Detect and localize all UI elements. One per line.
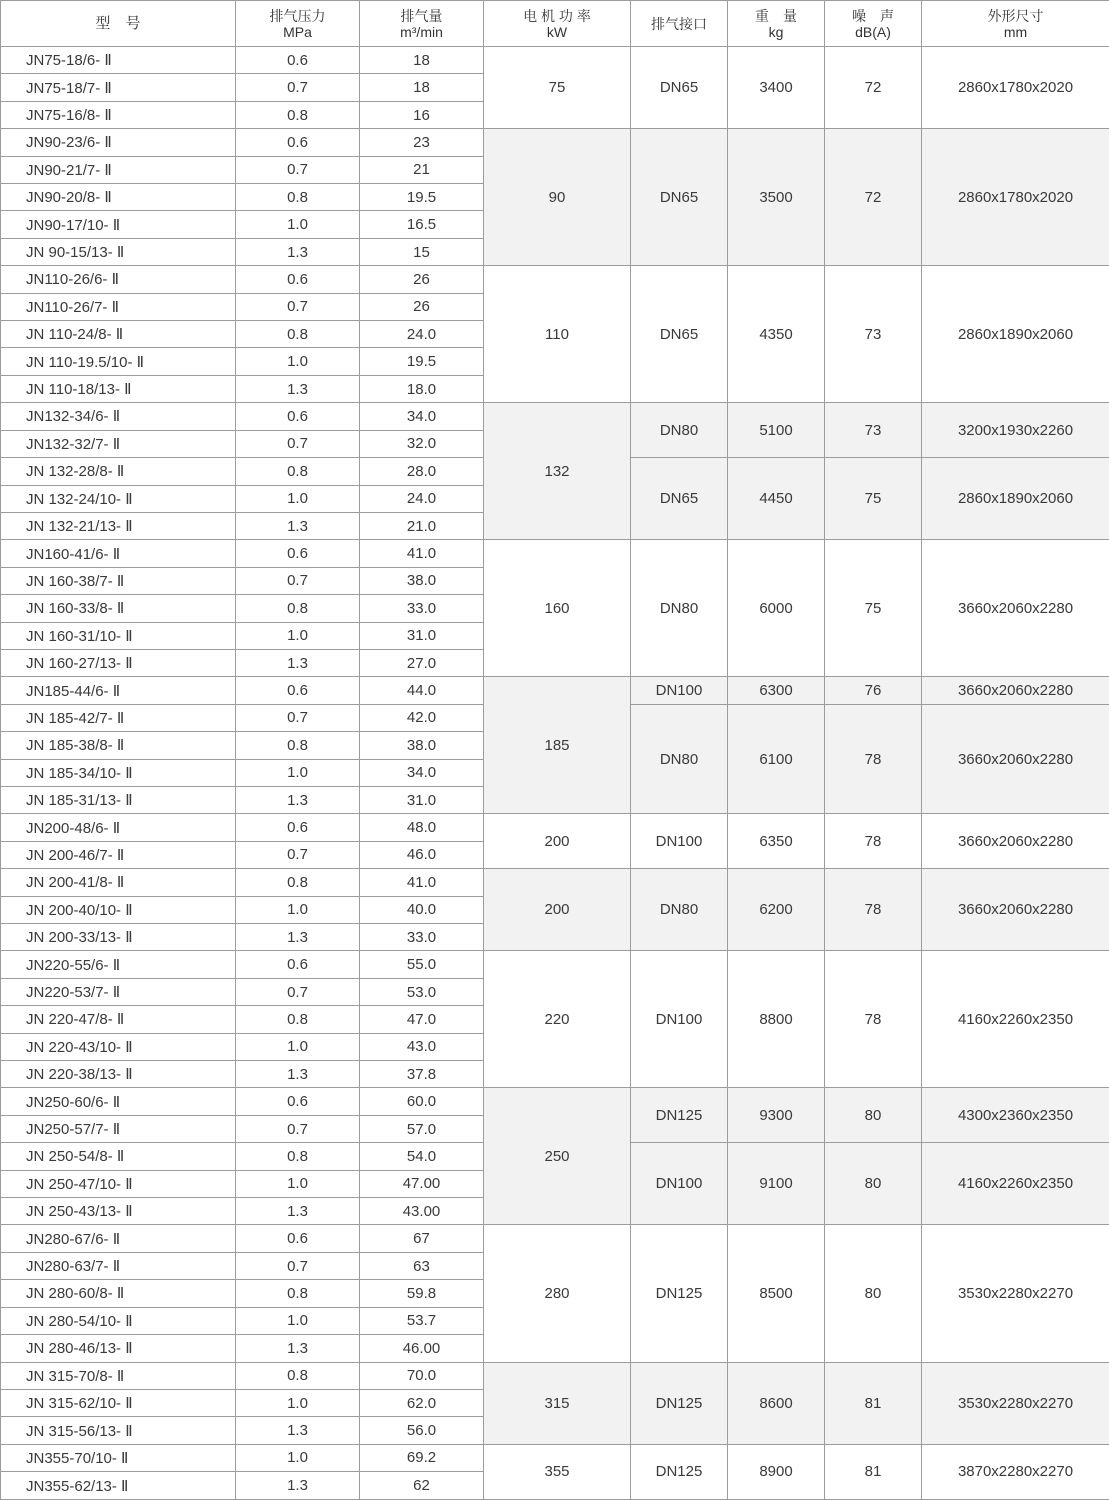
model-cell: JN 220-38/13- Ⅱ [1, 1061, 236, 1088]
flow-cell: 18 [360, 47, 484, 74]
table-row [1, 677, 1109, 704]
table-row [1, 1444, 1109, 1471]
model-cell: JN 200-41/8- Ⅱ [1, 869, 236, 896]
dimensions-cell: 3660x2060x2280 [922, 540, 1109, 677]
model-cell: JN 200-33/13- Ⅱ [1, 924, 236, 951]
outlet-cell: DN80 [631, 869, 728, 951]
pressure-cell: 1.0 [236, 1389, 360, 1416]
pressure-cell: 1.0 [236, 622, 360, 649]
flow-cell: 41.0 [360, 869, 484, 896]
noise-cell: 75 [825, 458, 922, 540]
table-row [1, 540, 1109, 567]
power-cell: 160 [484, 540, 631, 677]
header-pressure: 排气压力 MPa [236, 1, 360, 47]
model-cell: JN132-34/6- Ⅱ [1, 403, 236, 430]
table-row [1, 266, 1109, 293]
weight-cell: 8800 [728, 951, 825, 1088]
model-cell: JN 315-56/13- Ⅱ [1, 1417, 236, 1444]
flow-cell: 28.0 [360, 458, 484, 485]
dimensions-cell: 3660x2060x2280 [922, 869, 1109, 951]
model-cell: JN 132-21/13- Ⅱ [1, 512, 236, 539]
pressure-cell: 0.7 [236, 430, 360, 457]
model-cell: JN 220-43/10- Ⅱ [1, 1033, 236, 1060]
flow-cell: 47.00 [360, 1170, 484, 1197]
flow-cell: 23 [360, 129, 484, 156]
flow-cell: 41.0 [360, 540, 484, 567]
header-model: 型 号 [1, 1, 236, 47]
noise-cell: 73 [825, 266, 922, 403]
weight-cell: 4450 [728, 458, 825, 540]
flow-cell: 46.00 [360, 1335, 484, 1362]
pressure-cell: 0.8 [236, 184, 360, 211]
flow-cell: 43.00 [360, 1198, 484, 1225]
dimensions-cell: 4300x2360x2350 [922, 1088, 1109, 1143]
outlet-cell: DN125 [631, 1362, 728, 1444]
flow-cell: 69.2 [360, 1444, 484, 1471]
flow-cell: 63 [360, 1252, 484, 1279]
model-cell: JN160-41/6- Ⅱ [1, 540, 236, 567]
flow-cell: 15 [360, 238, 484, 265]
model-cell: JN280-67/6- Ⅱ [1, 1225, 236, 1252]
power-cell: 200 [484, 814, 631, 869]
pressure-cell: 1.0 [236, 485, 360, 512]
outlet-cell: DN65 [631, 458, 728, 540]
pressure-cell: 1.3 [236, 649, 360, 676]
pressure-cell: 0.8 [236, 458, 360, 485]
model-cell: JN 132-24/10- Ⅱ [1, 485, 236, 512]
flow-cell: 18 [360, 74, 484, 101]
flow-cell: 57.0 [360, 1115, 484, 1142]
power-cell: 185 [484, 677, 631, 814]
table-body [1, 47, 1109, 1500]
pressure-cell: 1.0 [236, 211, 360, 238]
pressure-cell: 0.7 [236, 156, 360, 183]
flow-cell: 26 [360, 293, 484, 320]
table-row [1, 951, 1109, 978]
pressure-cell: 1.0 [236, 1444, 360, 1471]
model-cell: JN110-26/7- Ⅱ [1, 293, 236, 320]
model-cell: JN 160-31/10- Ⅱ [1, 622, 236, 649]
flow-cell: 48.0 [360, 814, 484, 841]
header-flow: 排气量 m³/min [360, 1, 484, 47]
outlet-cell: DN100 [631, 951, 728, 1088]
flow-cell: 21 [360, 156, 484, 183]
pressure-cell: 0.6 [236, 951, 360, 978]
pressure-cell: 0.6 [236, 814, 360, 841]
weight-cell: 8900 [728, 1444, 825, 1499]
weight-cell: 9100 [728, 1143, 825, 1225]
power-cell: 90 [484, 129, 631, 266]
pressure-cell: 0.8 [236, 732, 360, 759]
flow-cell: 38.0 [360, 567, 484, 594]
header-outlet: 排气接口 [631, 1, 728, 47]
dimensions-cell: 2860x1890x2060 [922, 458, 1109, 540]
noise-cell: 72 [825, 47, 922, 129]
outlet-cell: DN80 [631, 403, 728, 458]
outlet-cell: DN65 [631, 266, 728, 403]
model-cell: JN 110-24/8- Ⅱ [1, 321, 236, 348]
outlet-cell: DN80 [631, 704, 728, 814]
flow-cell: 32.0 [360, 430, 484, 457]
flow-cell: 40.0 [360, 896, 484, 923]
model-cell: JN 250-47/10- Ⅱ [1, 1170, 236, 1197]
noise-cell: 76 [825, 677, 922, 704]
flow-cell: 62 [360, 1472, 484, 1500]
pressure-cell: 0.8 [236, 869, 360, 896]
model-cell: JN355-62/13- Ⅱ [1, 1472, 236, 1500]
flow-cell: 19.5 [360, 184, 484, 211]
model-cell: JN 280-60/8- Ⅱ [1, 1280, 236, 1307]
flow-cell: 16 [360, 101, 484, 128]
dimensions-cell: 2860x1890x2060 [922, 266, 1109, 403]
table-row [1, 1362, 1109, 1389]
model-cell: JN 250-54/8- Ⅱ [1, 1143, 236, 1170]
dimensions-cell: 3200x1930x2260 [922, 403, 1109, 458]
dimensions-cell: 3870x2280x2270 [922, 1444, 1109, 1499]
pressure-cell: 0.6 [236, 677, 360, 704]
flow-cell: 43.0 [360, 1033, 484, 1060]
weight-cell: 6300 [728, 677, 825, 704]
noise-cell: 78 [825, 704, 922, 814]
pressure-cell: 1.3 [236, 1198, 360, 1225]
model-cell: JN250-57/7- Ⅱ [1, 1115, 236, 1142]
model-cell: JN 185-42/7- Ⅱ [1, 704, 236, 731]
pressure-cell: 0.8 [236, 595, 360, 622]
pressure-cell: 0.7 [236, 1252, 360, 1279]
pressure-cell: 0.6 [236, 129, 360, 156]
table-row [1, 869, 1109, 896]
model-cell: JN355-70/10- Ⅱ [1, 1444, 236, 1471]
model-cell: JN 200-40/10- Ⅱ [1, 896, 236, 923]
flow-cell: 67 [360, 1225, 484, 1252]
model-cell: JN 220-47/8- Ⅱ [1, 1006, 236, 1033]
dimensions-cell: 3530x2280x2270 [922, 1225, 1109, 1362]
pressure-cell: 1.3 [236, 512, 360, 539]
model-cell: JN250-60/6- Ⅱ [1, 1088, 236, 1115]
pressure-cell: 1.0 [236, 348, 360, 375]
noise-cell: 80 [825, 1225, 922, 1362]
weight-cell: 6350 [728, 814, 825, 869]
weight-cell: 3500 [728, 129, 825, 266]
flow-cell: 59.8 [360, 1280, 484, 1307]
outlet-cell: DN125 [631, 1444, 728, 1499]
noise-cell: 73 [825, 403, 922, 458]
dimensions-cell: 3660x2060x2280 [922, 704, 1109, 814]
dimensions-cell: 3660x2060x2280 [922, 814, 1109, 869]
flow-cell: 38.0 [360, 732, 484, 759]
weight-cell: 5100 [728, 403, 825, 458]
model-cell: JN 160-38/7- Ⅱ [1, 567, 236, 594]
power-cell: 110 [484, 266, 631, 403]
model-cell: JN 110-19.5/10- Ⅱ [1, 348, 236, 375]
flow-cell: 34.0 [360, 403, 484, 430]
pressure-cell: 0.7 [236, 704, 360, 731]
pressure-cell: 1.0 [236, 1307, 360, 1334]
outlet-cell: DN125 [631, 1225, 728, 1362]
flow-cell: 37.8 [360, 1061, 484, 1088]
pressure-cell: 0.7 [236, 293, 360, 320]
model-cell: JN75-16/8- Ⅱ [1, 101, 236, 128]
pressure-cell: 0.6 [236, 47, 360, 74]
model-cell: JN90-17/10- Ⅱ [1, 211, 236, 238]
weight-cell: 3400 [728, 47, 825, 129]
dimensions-cell: 3530x2280x2270 [922, 1362, 1109, 1444]
flow-cell: 31.0 [360, 622, 484, 649]
model-cell: JN 160-27/13- Ⅱ [1, 649, 236, 676]
pressure-cell: 0.7 [236, 1115, 360, 1142]
pressure-cell: 0.8 [236, 1143, 360, 1170]
model-cell: JN 185-31/13- Ⅱ [1, 786, 236, 813]
model-cell: JN 185-38/8- Ⅱ [1, 732, 236, 759]
noise-cell: 78 [825, 951, 922, 1088]
pressure-cell: 1.3 [236, 238, 360, 265]
model-cell: JN 185-34/10- Ⅱ [1, 759, 236, 786]
model-cell: JN200-48/6- Ⅱ [1, 814, 236, 841]
pressure-cell: 1.3 [236, 786, 360, 813]
flow-cell: 53.7 [360, 1307, 484, 1334]
dimensions-cell: 2860x1780x2020 [922, 129, 1109, 266]
power-cell: 280 [484, 1225, 631, 1362]
header-dimensions: 外形尺寸 mm [922, 1, 1109, 47]
header-row [1, 1, 1109, 47]
weight-cell: 4350 [728, 266, 825, 403]
model-cell: JN 90-15/13- Ⅱ [1, 238, 236, 265]
table-row [1, 814, 1109, 841]
pressure-cell: 0.7 [236, 74, 360, 101]
flow-cell: 47.0 [360, 1006, 484, 1033]
header-noise: 噪 声 dB(A) [825, 1, 922, 47]
table-row [1, 129, 1109, 156]
model-cell: JN220-55/6- Ⅱ [1, 951, 236, 978]
pressure-cell: 1.3 [236, 924, 360, 951]
flow-cell: 31.0 [360, 786, 484, 813]
pressure-cell: 1.3 [236, 1061, 360, 1088]
table-row [1, 1225, 1109, 1252]
model-cell: JN132-32/7- Ⅱ [1, 430, 236, 457]
table-row [1, 403, 1109, 430]
model-cell: JN90-20/8- Ⅱ [1, 184, 236, 211]
flow-cell: 34.0 [360, 759, 484, 786]
weight-cell: 6200 [728, 869, 825, 951]
noise-cell: 80 [825, 1143, 922, 1225]
model-cell: JN 250-43/13- Ⅱ [1, 1198, 236, 1225]
power-cell: 355 [484, 1444, 631, 1499]
flow-cell: 56.0 [360, 1417, 484, 1444]
table-row [1, 47, 1109, 74]
model-cell: JN110-26/6- Ⅱ [1, 266, 236, 293]
model-cell: JN 200-46/7- Ⅱ [1, 841, 236, 868]
outlet-cell: DN80 [631, 540, 728, 677]
model-cell: JN 110-18/13- Ⅱ [1, 375, 236, 402]
flow-cell: 16.5 [360, 211, 484, 238]
power-cell: 220 [484, 951, 631, 1088]
pressure-cell: 1.3 [236, 1335, 360, 1362]
model-cell: JN90-23/6- Ⅱ [1, 129, 236, 156]
flow-cell: 19.5 [360, 348, 484, 375]
model-cell: JN75-18/6- Ⅱ [1, 47, 236, 74]
model-cell: JN 280-54/10- Ⅱ [1, 1307, 236, 1334]
model-cell: JN 160-33/8- Ⅱ [1, 595, 236, 622]
model-cell: JN 315-70/8- Ⅱ [1, 1362, 236, 1389]
power-cell: 132 [484, 403, 631, 540]
model-cell: JN 132-28/8- Ⅱ [1, 458, 236, 485]
model-cell: JN 280-46/13- Ⅱ [1, 1335, 236, 1362]
flow-cell: 70.0 [360, 1362, 484, 1389]
pressure-cell: 0.8 [236, 1280, 360, 1307]
pressure-cell: 0.8 [236, 321, 360, 348]
flow-cell: 18.0 [360, 375, 484, 402]
flow-cell: 44.0 [360, 677, 484, 704]
header-weight: 重 量 kg [728, 1, 825, 47]
pressure-cell: 0.6 [236, 1225, 360, 1252]
dimensions-cell: 3660x2060x2280 [922, 677, 1109, 704]
pressure-cell: 1.3 [236, 375, 360, 402]
pressure-cell: 1.0 [236, 759, 360, 786]
outlet-cell: DN100 [631, 814, 728, 869]
flow-cell: 55.0 [360, 951, 484, 978]
pressure-cell: 0.6 [236, 1088, 360, 1115]
noise-cell: 72 [825, 129, 922, 266]
flow-cell: 24.0 [360, 321, 484, 348]
header-power: 电 机 功 率 kW [484, 1, 631, 47]
pressure-cell: 0.7 [236, 567, 360, 594]
pressure-cell: 0.6 [236, 403, 360, 430]
noise-cell: 80 [825, 1088, 922, 1143]
flow-cell: 46.0 [360, 841, 484, 868]
noise-cell: 78 [825, 869, 922, 951]
model-cell: JN185-44/6- Ⅱ [1, 677, 236, 704]
model-cell: JN75-18/7- Ⅱ [1, 74, 236, 101]
outlet-cell: DN65 [631, 47, 728, 129]
noise-cell: 81 [825, 1444, 922, 1499]
model-cell: JN90-21/7- Ⅱ [1, 156, 236, 183]
model-cell: JN280-63/7- Ⅱ [1, 1252, 236, 1279]
weight-cell: 8600 [728, 1362, 825, 1444]
power-cell: 250 [484, 1088, 631, 1225]
power-cell: 315 [484, 1362, 631, 1444]
pressure-cell: 1.3 [236, 1472, 360, 1500]
flow-cell: 33.0 [360, 595, 484, 622]
pressure-cell: 0.6 [236, 540, 360, 567]
model-cell: JN 315-62/10- Ⅱ [1, 1389, 236, 1416]
flow-cell: 21.0 [360, 512, 484, 539]
flow-cell: 33.0 [360, 924, 484, 951]
noise-cell: 81 [825, 1362, 922, 1444]
power-cell: 200 [484, 869, 631, 951]
outlet-cell: DN100 [631, 677, 728, 704]
weight-cell: 6000 [728, 540, 825, 677]
outlet-cell: DN65 [631, 129, 728, 266]
pressure-cell: 1.0 [236, 1170, 360, 1197]
outlet-cell: DN125 [631, 1088, 728, 1143]
flow-cell: 53.0 [360, 978, 484, 1005]
model-cell: JN220-53/7- Ⅱ [1, 978, 236, 1005]
flow-cell: 27.0 [360, 649, 484, 676]
flow-cell: 54.0 [360, 1143, 484, 1170]
weight-cell: 8500 [728, 1225, 825, 1362]
pressure-cell: 1.0 [236, 1033, 360, 1060]
flow-cell: 60.0 [360, 1088, 484, 1115]
flow-cell: 42.0 [360, 704, 484, 731]
power-cell: 75 [484, 47, 631, 129]
pressure-cell: 1.0 [236, 896, 360, 923]
flow-cell: 62.0 [360, 1389, 484, 1416]
dimensions-cell: 4160x2260x2350 [922, 951, 1109, 1088]
pressure-cell: 0.8 [236, 101, 360, 128]
flow-cell: 26 [360, 266, 484, 293]
noise-cell: 78 [825, 814, 922, 869]
pressure-cell: 0.8 [236, 1362, 360, 1389]
pressure-cell: 0.8 [236, 1006, 360, 1033]
weight-cell: 9300 [728, 1088, 825, 1143]
weight-cell: 6100 [728, 704, 825, 814]
pressure-cell: 0.7 [236, 978, 360, 1005]
outlet-cell: DN100 [631, 1143, 728, 1225]
pressure-cell: 1.3 [236, 1417, 360, 1444]
noise-cell: 75 [825, 540, 922, 677]
table-row [1, 1088, 1109, 1115]
dimensions-cell: 2860x1780x2020 [922, 47, 1109, 129]
dimensions-cell: 4160x2260x2350 [922, 1143, 1109, 1225]
pressure-cell: 0.7 [236, 841, 360, 868]
flow-cell: 24.0 [360, 485, 484, 512]
pressure-cell: 0.6 [236, 266, 360, 293]
